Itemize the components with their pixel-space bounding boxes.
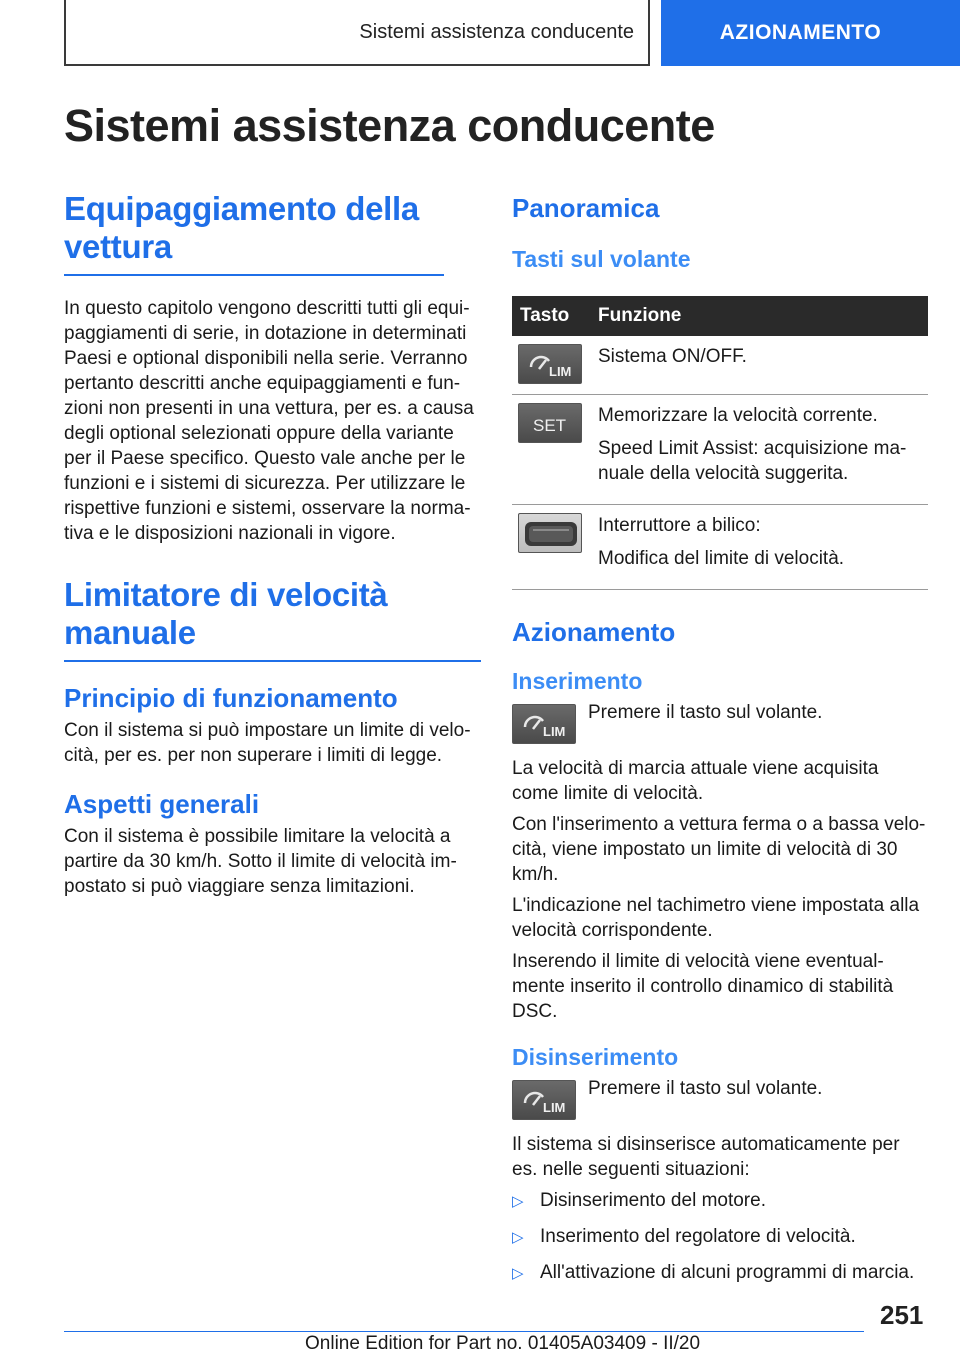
header-section-tab: [64, 0, 650, 66]
lim-button-icon: [518, 344, 582, 384]
activation-text-3: L'indicazione nel tachimetro viene impostata alla velocità corrispondente.: [512, 895, 920, 941]
page-title: Sistemi assistenza conducente: [64, 100, 715, 151]
set-button-icon: [518, 403, 582, 443]
deactivation-action-text: Premere il tasto sul volante.: [588, 1078, 823, 1099]
triangle-bullet-icon: ▷: [512, 1193, 524, 1210]
activation-action-row: [512, 704, 928, 744]
table-header-row: [512, 296, 928, 336]
col-function-header: Funzione: [590, 296, 928, 336]
operation-heading: Azionamento: [512, 617, 676, 647]
equipment-heading: Equipaggiamento della vettura: [64, 190, 444, 276]
header-chapter-label: AZIONAMENTO: [719, 21, 882, 44]
equipment-text: In questo capitolo vengono descritti tutti gli equi-paggiamenti di serie, in dotazione in determinati Paesi e optional disponibili nella serie. Verranno pertanto descritti anche equipaggiamenti e fun-zioni non presenti in una vettura, per es. a causa degli optional selezionati oppure della variante per il Paese specifico. Questo vale anche per le funzioni e i sistemi di sicurezza. Per utilizzare le rispettive funzioni e sistemi, osservare la norma-tiva e le disposizioni nazionali in vigore.: [64, 298, 474, 544]
activation-action-text: Premere il tasto sul volante.: [588, 702, 823, 723]
table-row: [512, 505, 928, 590]
activation-text-4: Inserendo il limite di velocità viene eventual-mente inserito il controllo dinamico di stabilità DSC.: [512, 951, 894, 1022]
lim-button-icon: [512, 704, 576, 744]
list-item: ▷ Inserimento del regolatore di velocità.: [512, 1224, 928, 1250]
activation-heading: Inserimento: [512, 668, 643, 694]
triangle-bullet-icon: ▷: [512, 1265, 524, 1282]
footer-edition-text: Online Edition for Part no. 01405A03409 - II/20: [305, 1333, 701, 1354]
deactivation-text-1: Il sistema si disinserisce automaticamente per es. nelle seguenti situazioni:: [512, 1134, 900, 1180]
footer-divider: [64, 1331, 864, 1332]
row3-line2: Modifica del limite di velocità.: [598, 548, 845, 569]
col-key-header: Tasto: [512, 296, 590, 336]
svg-text:LIM: LIM: [549, 364, 572, 379]
rocker-switch-icon: [518, 513, 582, 553]
list-item: ▷ All'attivazione di alcuni programmi di marcia.: [512, 1260, 928, 1286]
triangle-bullet-icon: ▷: [512, 1229, 524, 1246]
activation-text-2: Con l'inserimento a vettura ferma o a bassa velo-cità, viene impostato un limite di velocità di 30 km/h.: [512, 814, 926, 885]
list-item: ▷ Disinserimento del motore.: [512, 1188, 928, 1214]
header-chapter-tab: [661, 0, 960, 66]
table-row: [512, 336, 928, 395]
principle-text: Con il sistema si può impostare un limite di velo-cità, per es. per non superare i limiti di legge.: [64, 720, 471, 766]
header-section-label: Sistemi assistenza conducente: [359, 20, 634, 43]
deactivation-list: [512, 1188, 928, 1286]
table-row: [512, 395, 928, 505]
row3-line1: Interruttore a bilico:: [598, 515, 761, 536]
lim-button-icon: [512, 1080, 576, 1120]
svg-text:SET: SET: [533, 416, 567, 435]
deactivation-heading: Disinserimento: [512, 1044, 679, 1070]
overview-heading: Panoramica: [512, 193, 660, 223]
row1-line1: Sistema ON/OFF.: [598, 346, 747, 367]
general-text: Con il sistema è possibile limitare la velocità a partire da 30 km/h. Sotto il limite di velocità im-postato si può viaggiare senza limitazioni.: [64, 826, 457, 897]
left-column: [64, 190, 481, 905]
activation-text-1: La velocità di marcia attuale viene acquisita come limite di velocità.: [512, 758, 879, 804]
principle-heading: Principio di funzionamento: [64, 683, 398, 713]
page-number: 251: [880, 1300, 924, 1330]
buttons-heading: Tasti sul volante: [512, 246, 691, 272]
svg-text:LIM: LIM: [543, 1100, 566, 1115]
row2-line1: Memorizzare la velocità corrente.: [598, 405, 878, 426]
svg-text:LIM: LIM: [543, 724, 566, 739]
deactivation-action-row: [512, 1080, 928, 1120]
general-heading: Aspetti generali: [64, 789, 260, 819]
right-column: [512, 190, 928, 1296]
buttons-table: [512, 296, 928, 590]
footer-edition: [305, 1333, 700, 1355]
limiter-heading: Limitatore di velocità manuale: [64, 576, 481, 662]
row2-line2: Speed Limit Assist: acquisizione ma-nuale della velocità suggerita.: [598, 438, 907, 484]
